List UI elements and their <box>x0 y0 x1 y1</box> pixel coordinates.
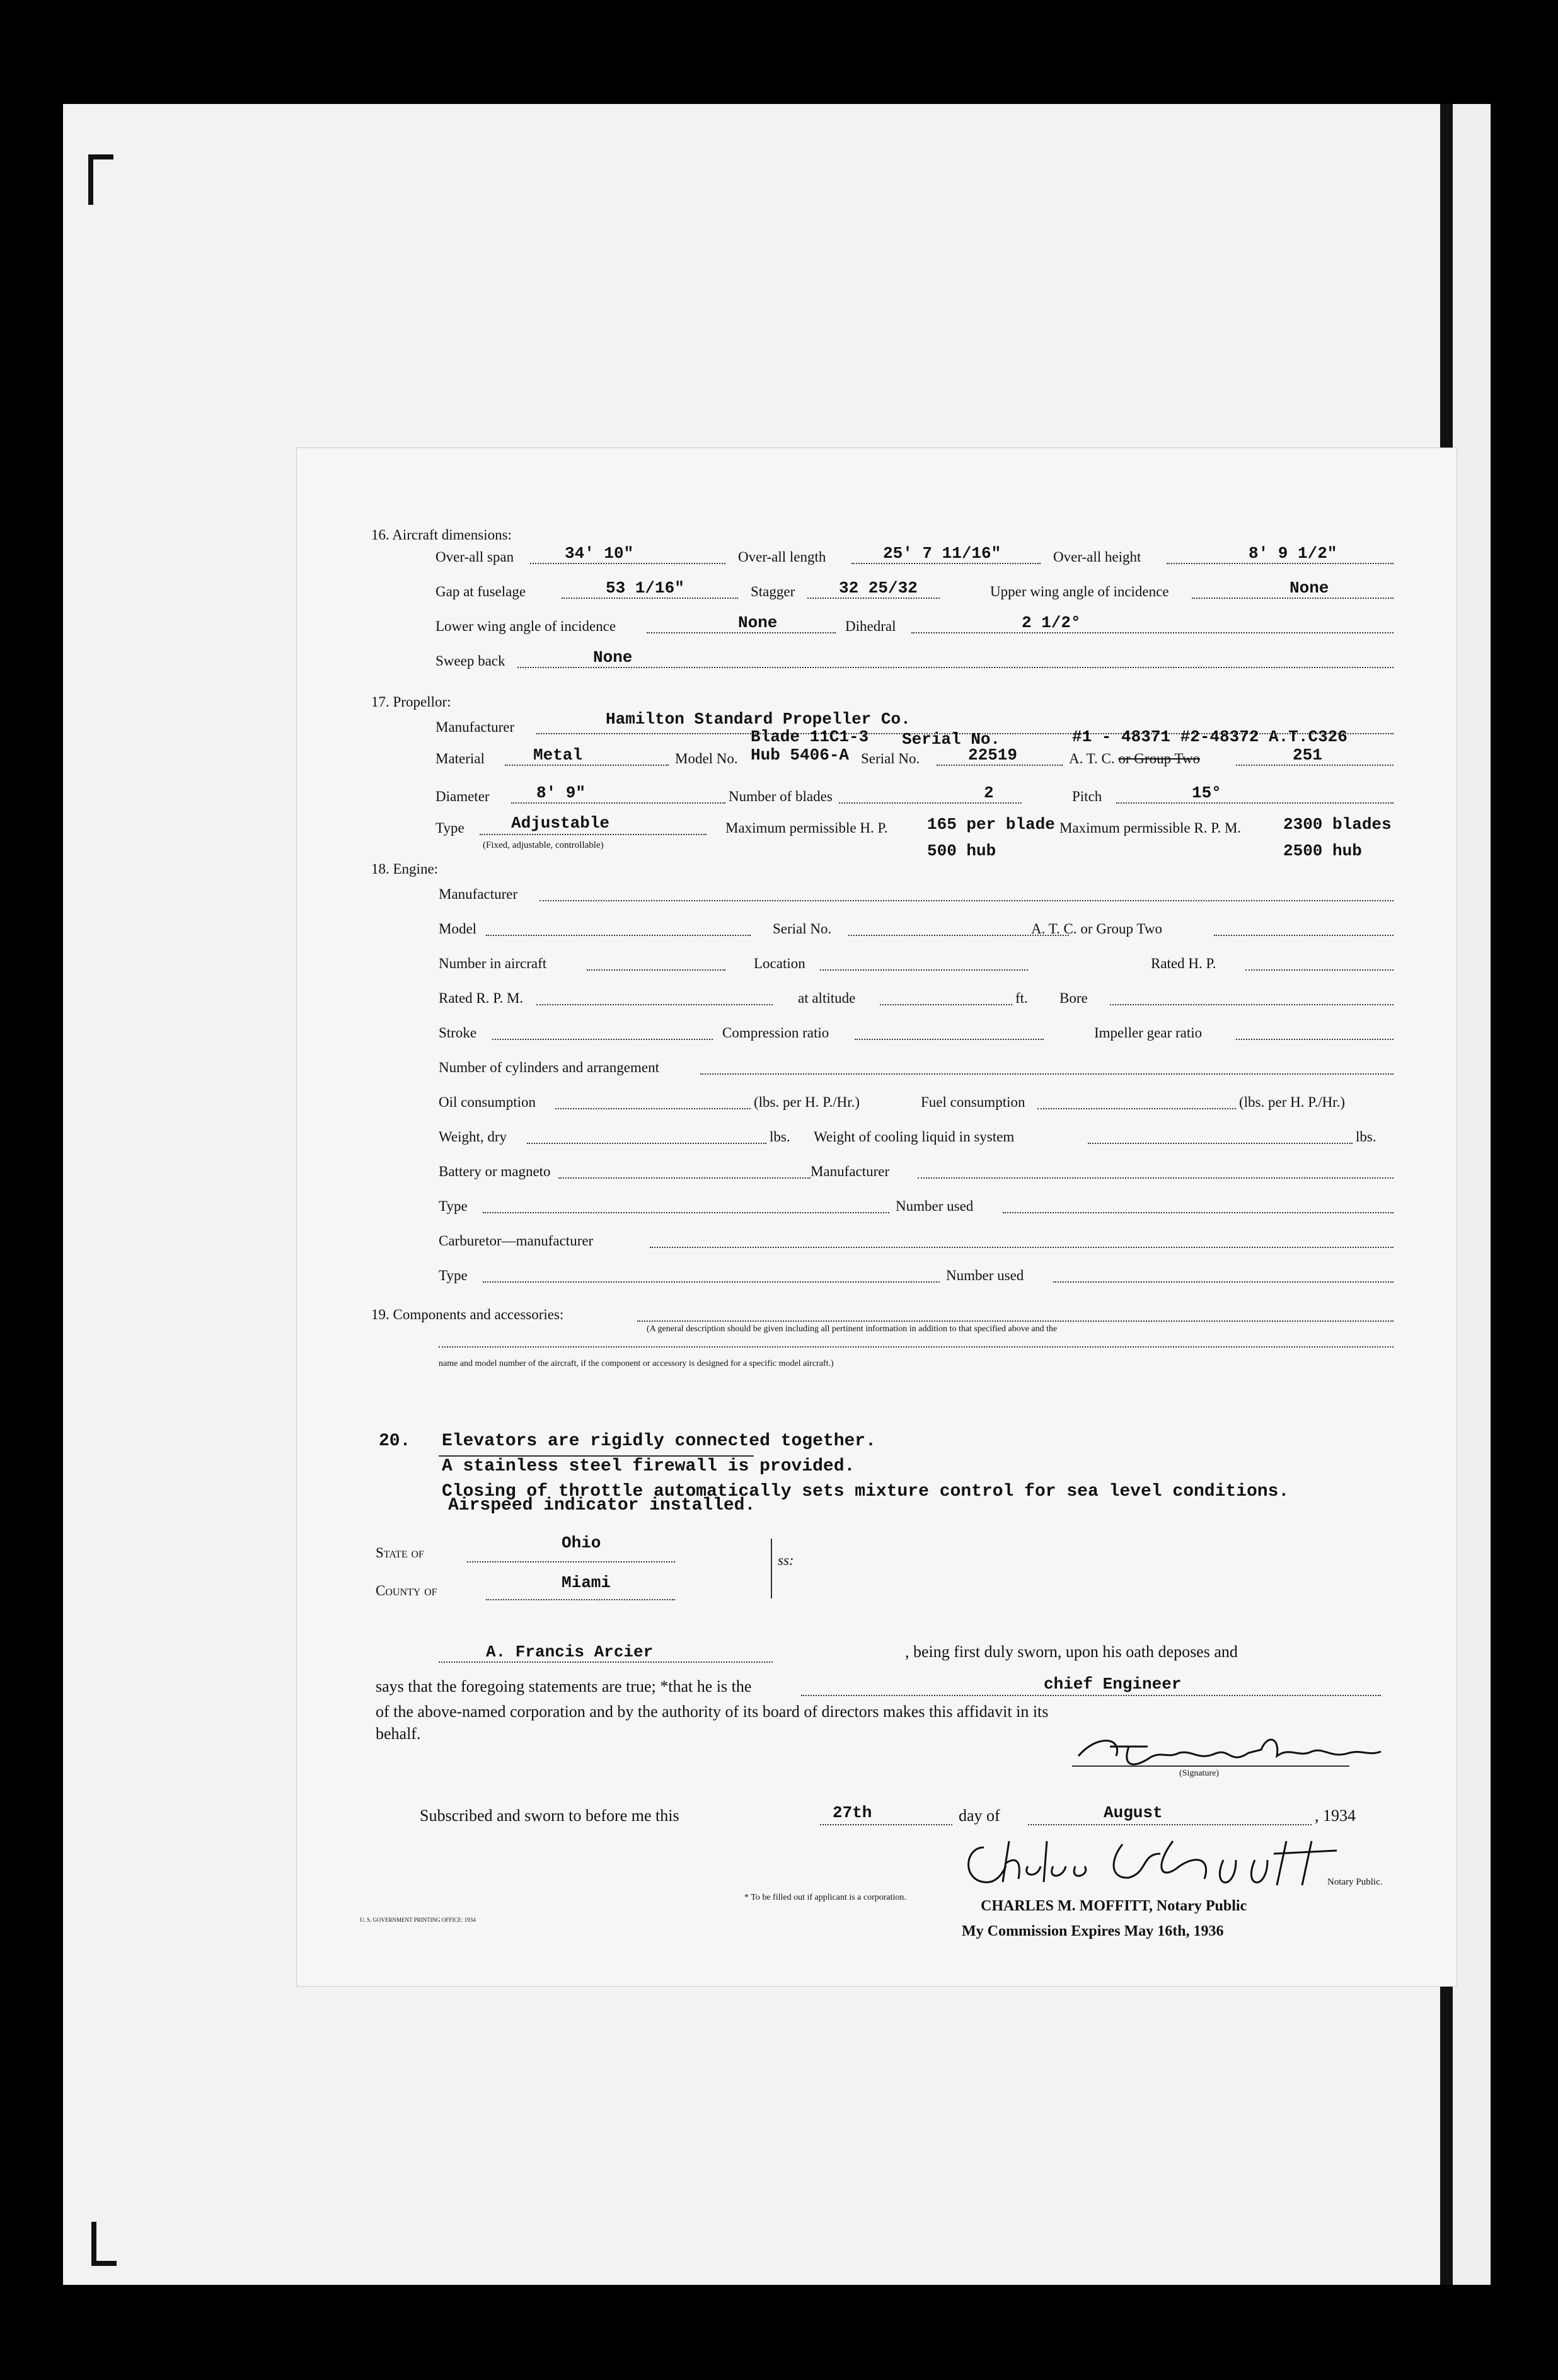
section-20-number: 20. <box>379 1431 411 1451</box>
state-label: State of <box>376 1545 424 1561</box>
pitch-line <box>1116 802 1394 804</box>
says-text: says that the foregoing statements are true; *that he is the <box>376 1677 752 1695</box>
material-value: Metal <box>533 746 583 765</box>
title-line <box>801 1695 1381 1696</box>
location-label: Location <box>754 956 805 971</box>
month-line <box>1028 1824 1312 1825</box>
overall-length-label: Over-all length <box>738 549 826 565</box>
lower-incidence-line <box>647 632 836 633</box>
prop-atc-line <box>1236 765 1394 766</box>
diameter-line <box>511 802 725 804</box>
model-no-label: Model No. <box>675 751 738 766</box>
carburetor-number-line <box>1053 1281 1394 1283</box>
max-hp-blade-value: 165 per blade <box>927 815 1055 834</box>
overall-height-label: Over-all height <box>1053 549 1141 565</box>
prop-type-hint: (Fixed, adjustable, controllable) <box>483 840 604 850</box>
altitude-label: at altitude <box>798 990 856 1006</box>
stroke-line <box>492 1039 713 1040</box>
state-line <box>467 1561 675 1563</box>
serial-blade-label: Serial No. <box>902 730 1001 749</box>
components-note-1: (A general description should be given including all pertinent information in addition to that specified above and the <box>647 1324 1058 1334</box>
affiant-title: chief Engineer <box>1044 1675 1182 1694</box>
carburetor-type-label: Type <box>439 1268 468 1283</box>
gap-line <box>562 598 738 599</box>
max-hp-hub-value: 500 hub <box>927 841 996 860</box>
prop-atc-label <box>1069 751 1200 767</box>
prop-manufacturer-label: Manufacturer <box>436 719 515 735</box>
battery-line <box>558 1177 811 1179</box>
section-16-heading: 16. Aircraft dimensions: <box>371 527 512 543</box>
overall-length-value: 25' 7 11/16" <box>883 544 1001 563</box>
overall-span-label: Over-all span <box>436 549 514 565</box>
compression-label: Compression ratio <box>722 1025 829 1041</box>
impeller-line <box>1236 1039 1394 1040</box>
engine-model-line <box>486 935 751 936</box>
stagger-value: 32 25/32 <box>839 579 918 598</box>
affiant-name: A. Francis Arcier <box>486 1643 654 1661</box>
printing-office: U. S. GOVERNMENT PRINTING OFFICE: 1934 <box>360 1917 476 1923</box>
diameter-label: Diameter <box>436 789 490 804</box>
pitch-value: 15° <box>1192 783 1221 802</box>
stagger-line <box>807 598 940 599</box>
commission-stamp: My Commission Expires May 16th, 1936 <box>962 1923 1224 1939</box>
max-rpm-label: Maximum permissible R. P. M. <box>1059 820 1242 836</box>
blade-model-value: Blade 11C1-3 <box>751 727 869 746</box>
signature-caption: (Signature) <box>1179 1769 1219 1778</box>
ss-brace <box>771 1539 772 1598</box>
prop-type-label: Type <box>436 820 465 836</box>
crop-mark-bottom-left-h <box>91 2261 117 2266</box>
overall-height-value: 8' 9 1/2" <box>1249 544 1337 563</box>
cooling-unit: lbs. <box>1356 1129 1376 1145</box>
battery-label: Battery or magneto <box>439 1164 551 1179</box>
components-line <box>637 1320 1394 1322</box>
engine-atc-line <box>1214 935 1394 936</box>
carburetor-line <box>650 1247 1394 1248</box>
section-20-line-1: Elevators are rigidly connected together. <box>442 1431 876 1451</box>
year-value: , 1934 <box>1315 1806 1356 1825</box>
material-label: Material <box>436 751 485 766</box>
engine-atc-label: A. T. C. or Group Two <box>1031 921 1162 937</box>
overall-height-line <box>1167 563 1394 564</box>
state-value: Ohio <box>562 1534 601 1552</box>
components-line-2 <box>439 1346 1394 1348</box>
carburetor-type-line <box>483 1281 940 1283</box>
rated-hp-label: Rated H. P. <box>1151 956 1216 971</box>
prop-atc-value: 251 <box>1293 746 1322 765</box>
dihedral-value: 2 1/2° <box>1022 613 1081 632</box>
lower-incidence-value: None <box>738 613 778 632</box>
sweep-line <box>517 667 1394 668</box>
sweep-value: None <box>593 648 633 667</box>
diameter-value: 8' 9" <box>536 783 586 802</box>
corp-text: of the above-named corporation and by the authority of its board of directors makes this affidavit in its <box>376 1702 1049 1721</box>
fuel-label: Fuel consumption <box>921 1094 1025 1110</box>
prop-serial-label: Serial No. <box>861 751 920 766</box>
day-line <box>820 1824 952 1825</box>
weight-label: Weight, dry <box>439 1129 507 1145</box>
rated-rpm-line <box>536 1004 773 1005</box>
county-line <box>486 1599 675 1600</box>
prop-atc-label-struck: or Group Two <box>1118 751 1200 766</box>
battery-manufacturer-label: Manufacturer <box>811 1164 890 1179</box>
overall-span-value: 34' 10" <box>565 544 634 563</box>
crop-mark-bottom-left <box>91 2222 96 2266</box>
notary-signature <box>959 1828 1387 1898</box>
bore-line <box>1110 1004 1394 1005</box>
cooling-line <box>1088 1143 1353 1144</box>
prop-serial-line <box>937 765 1063 766</box>
signature-line <box>1072 1765 1349 1767</box>
stroke-label: Stroke <box>439 1025 477 1041</box>
behalf-text: behalf. <box>376 1724 421 1743</box>
stagger-label: Stagger <box>751 584 795 599</box>
month-value: August <box>1104 1803 1163 1822</box>
serial-blade-values: #1 - 48371 #2-48372 A.T.C326 <box>1072 727 1347 746</box>
lower-incidence-label: Lower wing angle of incidence <box>436 618 616 634</box>
battery-number-line <box>1003 1212 1394 1213</box>
rated-rpm-label: Rated R. P. M. <box>439 990 524 1006</box>
number-in-aircraft-label: Number in aircraft <box>439 956 547 971</box>
subscribed-text: Subscribed and sworn to before me this <box>420 1806 679 1825</box>
sweep-label: Sweep back <box>436 653 505 669</box>
carburetor-number-label: Number used <box>946 1268 1024 1283</box>
cooling-label: Weight of cooling liquid in system <box>814 1129 1015 1145</box>
overall-span-line <box>530 563 725 564</box>
fuel-unit: (lbs. per H. P./Hr.) <box>1239 1094 1346 1110</box>
section-18-heading: 18. Engine: <box>371 861 439 877</box>
altitude-line <box>880 1004 1012 1005</box>
day-of-label: day of <box>959 1806 1000 1825</box>
rated-hp-line <box>1245 969 1394 971</box>
bore-label: Bore <box>1059 990 1088 1006</box>
crop-mark-top-left <box>88 154 93 205</box>
overall-length-line <box>851 563 1041 564</box>
prop-type-line <box>480 834 707 835</box>
corporation-footnote: * To be filled out if applicant is a corporation. <box>744 1893 906 1902</box>
dihedral-line <box>911 632 1394 633</box>
engine-manufacturer-label: Manufacturer <box>439 886 518 902</box>
sworn-text: , being first duly sworn, upon his oath deposes and <box>905 1643 1238 1661</box>
weight-line <box>527 1143 766 1144</box>
affiant-line <box>439 1661 773 1663</box>
prop-manufacturer-value: Hamilton Standard Propeller Co. <box>606 710 911 729</box>
crop-mark-top-left-h <box>88 154 113 159</box>
county-label: County of <box>376 1583 437 1598</box>
battery-type-label: Type <box>439 1198 468 1214</box>
components-note-2: name and model number of the aircraft, if the component or accessory is designed for a specific model aircraft.) <box>439 1359 834 1368</box>
section-17-heading: 17. Propellor: <box>371 694 451 710</box>
engine-model-label: Model <box>439 921 477 937</box>
blades-value: 2 <box>984 783 994 802</box>
max-hp-label: Maximum permissible H. P. <box>725 820 888 836</box>
ss-label: ss: <box>778 1552 794 1568</box>
impeller-label: Impeller gear ratio <box>1094 1025 1203 1041</box>
material-line <box>505 765 669 766</box>
upper-incidence-label: Upper wing angle of incidence <box>990 584 1169 599</box>
number-in-aircraft-line <box>587 969 725 971</box>
application-form-page <box>296 448 1457 1987</box>
oil-label: Oil consumption <box>439 1094 536 1110</box>
cylinders-label: Number of cylinders and arrangement <box>439 1060 659 1075</box>
section-19-heading: 19. Components and accessories: <box>371 1307 564 1322</box>
gap-value: 53 1/16" <box>606 579 684 598</box>
battery-manufacturer-line <box>918 1177 1394 1179</box>
section-20-line-4: Airspeed indicator installed. <box>448 1496 756 1515</box>
film-strip <box>1453 104 1491 2285</box>
oil-unit: (lbs. per H. P./Hr.) <box>754 1094 860 1110</box>
carburetor-label: Carburetor—manufacturer <box>439 1233 594 1249</box>
battery-number-label: Number used <box>896 1198 974 1214</box>
weight-unit: lbs. <box>770 1129 790 1145</box>
ft-label: ft. <box>1015 990 1028 1006</box>
prop-type-value: Adjustable <box>511 814 610 833</box>
pitch-label: Pitch <box>1072 789 1102 804</box>
day-value: 27th <box>833 1803 872 1822</box>
section-20-line-2: A stainless steel firewall is provided. <box>442 1457 855 1476</box>
blades-label: Number of blades <box>729 789 833 804</box>
prop-serial-value: 22519 <box>968 746 1018 765</box>
oil-line <box>555 1108 751 1109</box>
section-20-line-3: Closing of throttle automatically sets mixture control for sea level conditions. <box>442 1482 1290 1501</box>
county-value: Miami <box>562 1573 611 1592</box>
upper-incidence-line <box>1192 598 1394 599</box>
fuel-line <box>1037 1108 1236 1109</box>
notary-label: Notary Public. <box>1327 1877 1383 1887</box>
battery-type-line <box>483 1212 889 1213</box>
cylinders-line <box>700 1073 1394 1075</box>
affiant-signature <box>1072 1721 1387 1778</box>
dihedral-label: Dihedral <box>845 618 896 634</box>
compression-line <box>855 1039 1044 1040</box>
hub-model-value: Hub 5406-A <box>751 746 850 765</box>
notary-name-stamp: CHARLES M. MOFFITT, Notary Public <box>981 1898 1247 1914</box>
max-rpm-blades-value: 2300 blades <box>1283 815 1392 834</box>
location-line <box>820 969 1028 971</box>
gap-label: Gap at fuselage <box>436 584 526 599</box>
engine-manufacturer-line <box>540 900 1394 901</box>
upper-incidence-value: None <box>1290 579 1329 598</box>
blades-line <box>839 802 1022 804</box>
engine-serial-label: Serial No. <box>773 921 832 937</box>
prop-atc-label-a: A. T. C. <box>1069 751 1115 766</box>
max-rpm-hub-value: 2500 hub <box>1283 841 1362 860</box>
